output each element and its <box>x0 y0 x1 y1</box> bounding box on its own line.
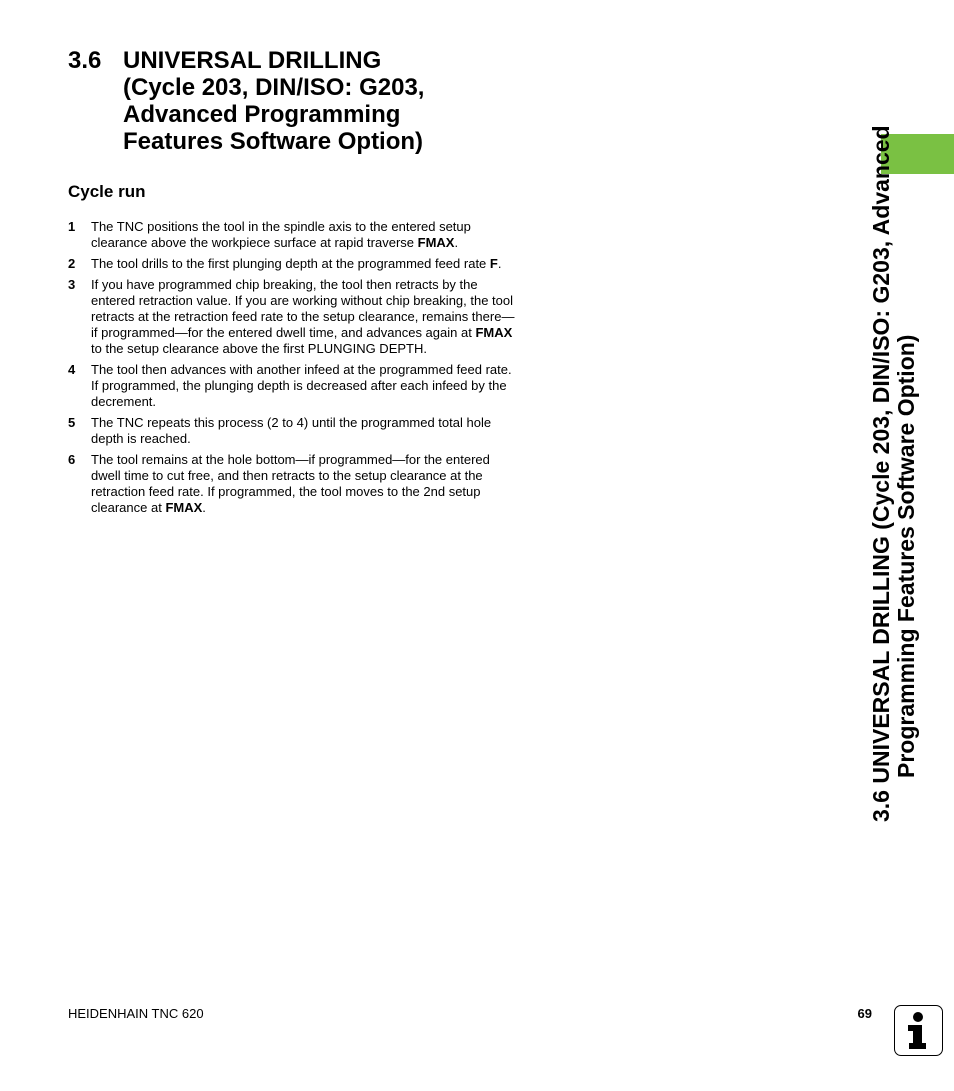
step-number: 5 <box>68 415 76 430</box>
section-title-line-2: (Cycle 203, DIN/ISO: G203, <box>123 74 425 101</box>
side-heading-line-2: Programming Features Software Option) <box>893 334 919 778</box>
step-item <box>68 256 518 272</box>
step-text: If you have programmed chip breaking, the tool then retracts by the entered retraction value. If you are working without chip breaking, the tool retracts at the retraction feed rate to the setup clearance, remains there—if programmed—for the entered dwell time, and advances again at FMAX to the setup clearance above the first PLUNGING DEPTH. <box>91 277 515 356</box>
side-heading-line-1: 3.6 UNIVERSAL DRILLING (Cycle 203, DIN/ISO: G203, Advanced <box>868 125 894 822</box>
side-running-heading <box>869 42 919 822</box>
section-number: 3.6 <box>68 47 102 74</box>
page-number: 69 <box>857 1006 872 1021</box>
footer-product: HEIDENHAIN TNC 620 <box>68 1006 204 1021</box>
section-title-line-1: 3.6 UNIVERSAL DRILLING <box>68 47 382 74</box>
step-number: 4 <box>68 362 76 377</box>
step-item <box>68 452 518 516</box>
section-title-line-4: Features Software Option) <box>123 128 424 155</box>
info-icon <box>894 1005 943 1056</box>
step-item <box>68 362 518 410</box>
step-text: The TNC positions the tool in the spindle axis to the entered setup clearance above the workpiece surface at rapid traverse FMAX. <box>91 219 471 250</box>
step-item <box>68 415 518 447</box>
step-text: The tool drills to the first plunging depth at the programmed feed rate F. <box>91 256 502 271</box>
section-title-line-3: Advanced Programming <box>123 101 401 128</box>
info-glyph <box>895 1006 941 1054</box>
step-text: The TNC repeats this process (2 to 4) until the programmed total hole depth is reached. <box>91 415 492 446</box>
step-item <box>68 277 518 357</box>
step-text: The tool then advances with another infeed at the programmed feed rate. If programmed, the plunging depth is decreased after each infeed by the decrement. <box>91 362 512 409</box>
step-text: The tool remains at the hole bottom—if programmed—for the entered dwell time to cut free, and then retracts to the setup clearance at the retraction feed rate. If programmed, the tool moves to the 2nd setup clearance at FMAX. <box>91 452 490 515</box>
step-number: 6 <box>68 452 76 467</box>
step-number: 3 <box>68 277 76 292</box>
step-number: 2 <box>68 256 76 271</box>
step-item <box>68 219 518 251</box>
section-title <box>68 47 508 155</box>
subheading-cycle-run: Cycle run <box>68 182 146 201</box>
cycle-run-steps <box>68 219 518 521</box>
step-number: 1 <box>68 219 76 234</box>
